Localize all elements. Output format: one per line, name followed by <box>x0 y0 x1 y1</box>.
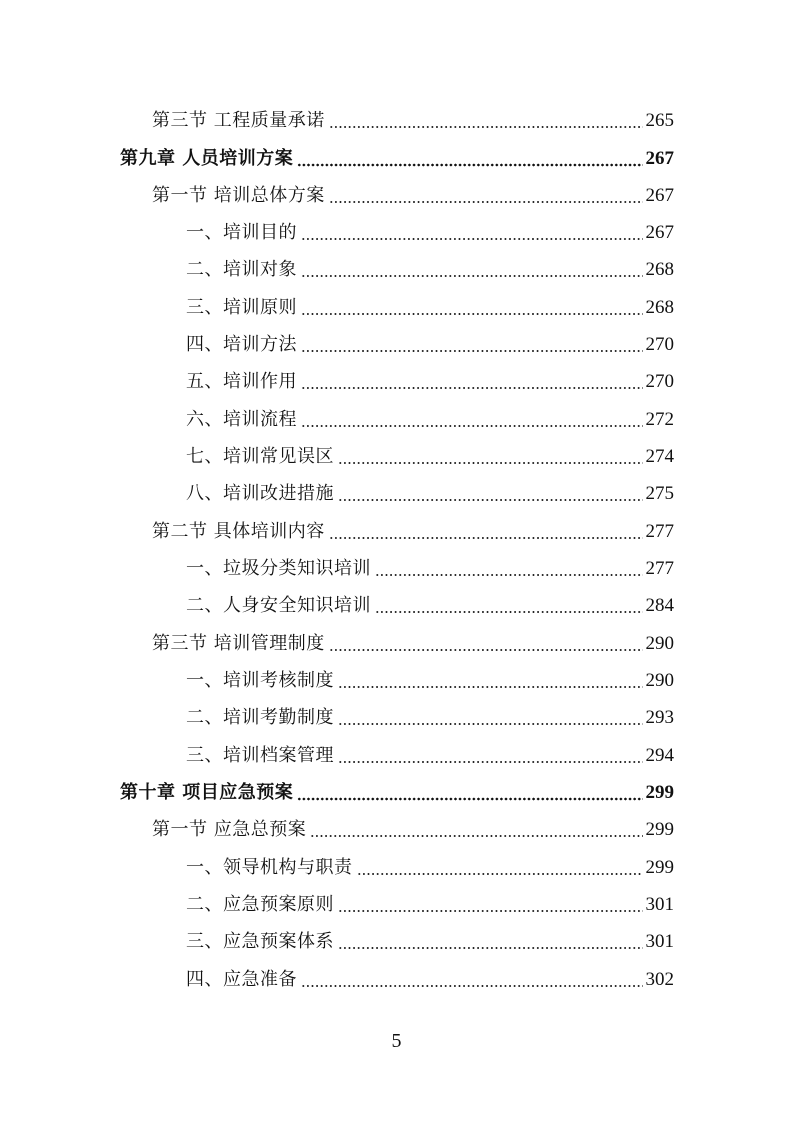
toc-entry[interactable] <box>186 888 674 916</box>
toc-entry-title: 二、应急预案原则 <box>186 894 334 915</box>
toc-entry-page: 284 <box>645 595 674 616</box>
toc-dot-leader <box>329 188 643 204</box>
toc-entry-title: 一、垃圾分类知识培训 <box>186 558 371 579</box>
toc-dot-leader <box>357 860 643 876</box>
toc-dot-leader <box>297 151 642 167</box>
toc-dot-leader <box>338 934 643 950</box>
toc-entry[interactable] <box>186 701 674 729</box>
toc-dot-leader <box>301 412 643 428</box>
toc-dot-leader <box>375 561 643 577</box>
toc-entry-title: 第一节 培训总体方案 <box>152 185 325 206</box>
toc-dot-leader <box>375 598 643 614</box>
toc-entry[interactable] <box>186 403 674 431</box>
toc-entry-title: 四、应急准备 <box>186 969 297 990</box>
toc-dot-leader <box>338 449 643 465</box>
toc-entry-page: 299 <box>645 782 674 803</box>
toc-entry-page: 265 <box>645 110 674 131</box>
toc-entry-page: 267 <box>645 185 674 206</box>
toc-entry-title: 二、人身安全知识培训 <box>186 595 371 616</box>
toc-entry[interactable] <box>186 589 674 617</box>
toc-entry-page: 294 <box>645 745 674 766</box>
toc-entry[interactable] <box>186 963 674 991</box>
toc-entry-title: 七、培训常见误区 <box>186 446 334 467</box>
toc-entry[interactable] <box>186 291 674 319</box>
toc-dot-leader <box>297 785 642 801</box>
toc-dot-leader <box>301 225 643 241</box>
toc-dot-leader <box>338 486 643 502</box>
toc-entry-title: 三、培训档案管理 <box>186 745 334 766</box>
toc-entry[interactable] <box>186 664 674 692</box>
toc-entry[interactable] <box>152 813 674 841</box>
toc-entry-page: 272 <box>645 409 674 430</box>
toc-entry-page: 267 <box>645 222 674 243</box>
toc-entry-title: 三、培训原则 <box>186 297 297 318</box>
toc-entry-title: 八、培训改进措施 <box>186 483 334 504</box>
toc-entry-page: 268 <box>645 297 674 318</box>
toc-dot-leader <box>338 710 643 726</box>
toc-entry-title: 二、培训对象 <box>186 259 297 280</box>
toc-entry-page: 277 <box>645 521 674 542</box>
toc-entry-page: 270 <box>645 334 674 355</box>
toc-entry-title: 四、培训方法 <box>186 334 297 355</box>
toc-entry-page: 302 <box>645 969 674 990</box>
toc-entry-page: 268 <box>645 259 674 280</box>
toc-entry-page: 274 <box>645 446 674 467</box>
toc-entry-title: 第十章 项目应急预案 <box>120 782 294 803</box>
toc-entry-chapter[interactable] <box>120 776 674 804</box>
toc-entry-title: 一、领导机构与职责 <box>186 857 353 878</box>
toc-entry-page: 299 <box>645 857 674 878</box>
toc-entry[interactable] <box>186 440 674 468</box>
toc-entry-page: 301 <box>645 931 674 952</box>
toc-dot-leader <box>338 673 643 689</box>
toc-dot-leader <box>310 822 642 838</box>
toc-entry-page: 301 <box>645 894 674 915</box>
toc-entry-page: 270 <box>645 371 674 392</box>
toc-entry-title: 一、培训考核制度 <box>186 670 334 691</box>
toc-entry[interactable] <box>186 851 674 879</box>
toc-entry[interactable] <box>152 515 674 543</box>
toc-dot-leader <box>301 300 643 316</box>
toc-entry-page: 277 <box>645 558 674 579</box>
toc-entry-title: 第三节 工程质量承诺 <box>152 110 325 131</box>
toc-entry[interactable] <box>186 328 674 356</box>
toc-entry[interactable] <box>152 627 674 655</box>
toc-entry[interactable] <box>186 477 674 505</box>
toc-entry-page: 290 <box>645 633 674 654</box>
toc-dot-leader <box>329 524 643 540</box>
toc-dot-leader <box>301 374 643 390</box>
toc-entry-page: 275 <box>645 483 674 504</box>
toc-dot-leader <box>338 748 643 764</box>
toc-entry-title: 第二节 具体培训内容 <box>152 521 325 542</box>
toc-entry-title: 五、培训作用 <box>186 371 297 392</box>
toc-entry-page: 299 <box>645 819 674 840</box>
toc-dot-leader <box>301 337 643 353</box>
toc-entry-title: 第三节 培训管理制度 <box>152 633 325 654</box>
toc-entry-chapter[interactable] <box>120 142 674 170</box>
toc-entry[interactable] <box>152 104 674 132</box>
toc-entry[interactable] <box>186 552 674 580</box>
toc-entry[interactable] <box>186 739 674 767</box>
toc-entry[interactable] <box>186 216 674 244</box>
toc-entry[interactable] <box>186 925 674 953</box>
toc-entry[interactable] <box>186 365 674 393</box>
toc-entry-title: 三、应急预案体系 <box>186 931 334 952</box>
toc-dot-leader <box>329 636 643 652</box>
toc-entry-page: 293 <box>645 707 674 728</box>
toc-entry-title: 第九章 人员培训方案 <box>120 148 294 169</box>
toc-entry[interactable] <box>152 179 674 207</box>
page-number: 5 <box>391 1030 402 1052</box>
toc-dot-leader <box>329 113 643 129</box>
toc-dot-leader <box>338 897 643 913</box>
toc-entry-page: 267 <box>645 148 674 169</box>
toc-dot-leader <box>301 972 643 988</box>
toc-entry-title: 一、培训目的 <box>186 222 297 243</box>
toc-entry-title: 六、培训流程 <box>186 409 297 430</box>
toc-entry-title: 二、培训考勤制度 <box>186 707 334 728</box>
toc-entry-page: 290 <box>645 670 674 691</box>
toc-entry[interactable] <box>186 253 674 281</box>
toc-entry-title: 第一节 应急总预案 <box>152 819 307 840</box>
toc-dot-leader <box>301 262 643 278</box>
